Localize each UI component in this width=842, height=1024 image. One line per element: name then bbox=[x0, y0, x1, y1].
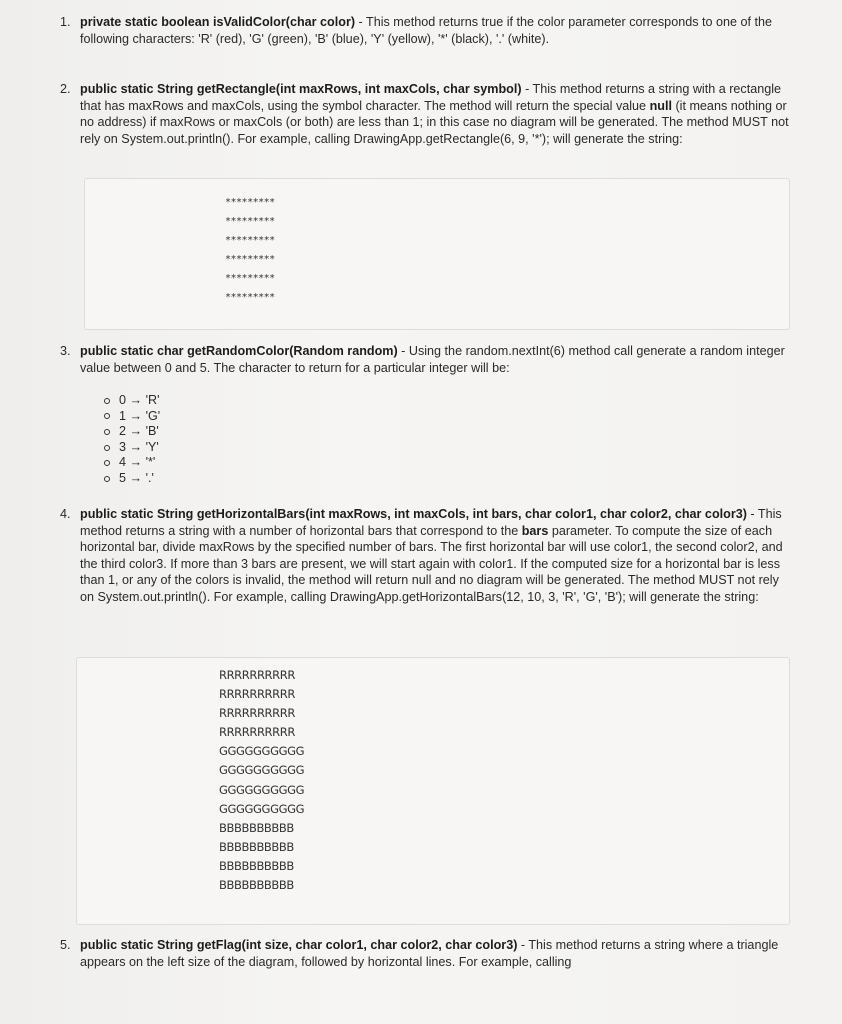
method-signature: public static char getRandomColor(Random random) bbox=[80, 344, 398, 358]
bars-line: GGGGGGGGGG bbox=[219, 782, 305, 797]
bars-line: BBBBBBBBBB bbox=[219, 820, 294, 835]
list-item-text: 0 → 'R' bbox=[119, 393, 160, 407]
item-number: 3. bbox=[60, 344, 71, 358]
item-text bbox=[80, 937, 794, 970]
bars-line: BBBBBBBBBB bbox=[219, 878, 294, 893]
rectangle-line: ********* bbox=[225, 235, 275, 246]
bullet-circle-icon bbox=[104, 460, 110, 466]
item-text bbox=[80, 506, 794, 606]
list-item bbox=[104, 440, 160, 456]
method-item-1 bbox=[60, 14, 794, 47]
bars-line: GGGGGGGGGG bbox=[219, 744, 305, 759]
item-number: 2. bbox=[60, 82, 71, 96]
method-item-3 bbox=[60, 343, 794, 376]
item-number: 1. bbox=[60, 15, 71, 29]
bullet-circle-icon bbox=[104, 429, 110, 435]
null-keyword: null bbox=[649, 98, 672, 113]
list-item bbox=[104, 393, 160, 409]
bullet-circle-icon bbox=[104, 476, 110, 482]
list-item bbox=[104, 471, 160, 487]
bars-line: RRRRRRRRRR bbox=[219, 706, 295, 721]
item-text bbox=[80, 81, 794, 147]
horizontal-bars-example-box bbox=[76, 657, 790, 925]
bars-line: BBBBBBBBBB bbox=[219, 839, 294, 854]
list-item bbox=[104, 409, 160, 425]
item-text bbox=[80, 14, 794, 47]
bars-line: RRRRRRRRRR bbox=[219, 668, 295, 682]
list-item-text: 4 → '*' bbox=[119, 455, 156, 470]
bars-line: BBBBBBBBBB bbox=[219, 858, 294, 873]
list-item-text: 1 → 'G' bbox=[119, 408, 161, 423]
rectangle-line: ********* bbox=[225, 273, 275, 284]
method-signature: private static boolean isValidColor(char color) bbox=[80, 15, 356, 29]
list-item bbox=[104, 424, 160, 440]
item-text bbox=[80, 343, 794, 376]
rectangle-output bbox=[225, 193, 275, 307]
method-description-cont: (it means nothing or no address) if maxRows or maxCols (or both) are less than 1; in this case no diagram will be generated. The method MUST not rely on System.out.println(). For example, calling DrawingApp.getRectangle(6, 9, '*'); will generate the string: bbox=[80, 98, 789, 146]
list-item-text: 3 → 'Y' bbox=[119, 439, 159, 454]
bullet-circle-icon bbox=[104, 413, 110, 419]
method-description-cont: parameter. To compute the size of each horizontal bar, divide maxRows by the specified number of bars. The first horizontal bar will use color1, the second color2, and the third color3. If more than 3 bars are present, we will start again with color1. If the computed size for a horizontal bar is less than 1, or any of the colors is invalid, the method will return null and no diagram will be generated. The method MUST not rely on System.out.println(). For example, calling DrawingApp.getHorizontalBars(12, 10, 3, 'R', 'G', 'B'); will generate the string: bbox=[80, 523, 783, 604]
bars-keyword: bars bbox=[521, 523, 549, 538]
bullet-circle-icon bbox=[104, 398, 110, 404]
method-description: - This method returns a string with a rectangle that has maxRows and maxCols, using the symbol character. The method will return the special value bbox=[80, 82, 782, 113]
method-signature: public static String getHorizontalBars(int maxRows, int maxCols, int bars, char color1, char color2, char color3) bbox=[80, 507, 747, 521]
bars-line: RRRRRRRRRR bbox=[219, 687, 295, 702]
rectangle-line: ********* bbox=[225, 216, 275, 227]
random-color-list bbox=[104, 393, 160, 487]
rectangle-line: ********* bbox=[225, 292, 275, 303]
bars-line: RRRRRRRRRR bbox=[219, 725, 295, 740]
rectangle-line: ********* bbox=[225, 254, 275, 265]
method-description: - This method returns a string with a number of horizontal bars that correspond to the bbox=[80, 507, 782, 538]
rectangle-line: ********* bbox=[225, 197, 275, 208]
method-item-4 bbox=[60, 506, 794, 606]
bars-line: GGGGGGGGGG bbox=[219, 763, 305, 778]
method-description: - This method returns a string where a triangle appears on the left size of the diagram, followed by horizontal lines. For example, calling bbox=[80, 938, 779, 969]
bullet-circle-icon bbox=[104, 445, 110, 451]
item-number: 5. bbox=[60, 938, 71, 952]
list-item-text: 2 → 'B' bbox=[119, 424, 159, 439]
item-number: 4. bbox=[60, 507, 71, 521]
rectangle-example-box bbox=[84, 178, 790, 330]
method-item-2 bbox=[60, 81, 794, 147]
horizontal-bars-output bbox=[219, 666, 304, 895]
method-description: - This method returns true if the color parameter corresponds to one of the following characters: 'R' (red), 'G' (green), 'B' (blue), 'Y' (yellow), '*' (black), '.' (white). bbox=[80, 15, 773, 46]
method-description: - Using the random.nextInt(6) method call generate a random integer value between 0 and 5. The character to return for a particular integer will be: bbox=[80, 344, 785, 375]
list-item-text: 5 → '.' bbox=[119, 470, 154, 485]
method-item-5 bbox=[60, 937, 794, 970]
list-item bbox=[104, 455, 160, 471]
bars-line: GGGGGGGGGG bbox=[219, 801, 305, 816]
method-signature: public static String getFlag(int size, char color1, char color2, char color3) bbox=[80, 938, 518, 952]
method-signature: public static String getRectangle(int maxRows, int maxCols, char symbol) bbox=[80, 82, 522, 96]
